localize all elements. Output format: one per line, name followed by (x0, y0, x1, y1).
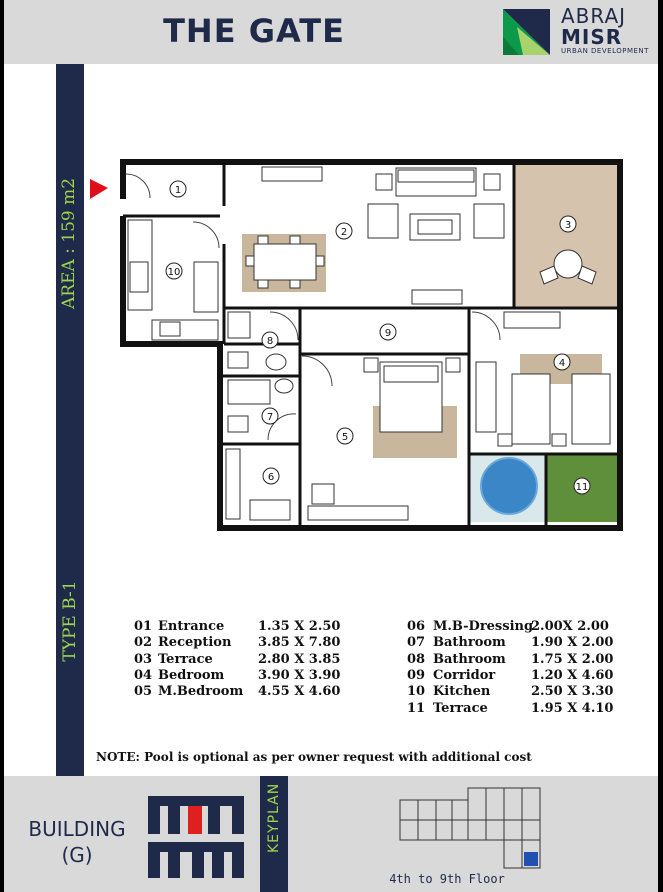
legend-name: M.Bedroom (158, 684, 244, 700)
room-label-11: 11 (575, 482, 589, 493)
legend-no: 04 (134, 667, 153, 683)
building-code: (G) (61, 843, 93, 867)
pool-note: NOTE: Pool is optional as per owner request with additional cost (96, 750, 532, 764)
legend-size: 1.20 X 4.60 (531, 667, 614, 683)
project-title: THE GATE (163, 12, 345, 50)
legend-no: 02 (134, 635, 153, 651)
room-label-8: 8 (266, 336, 274, 347)
floor-plan (90, 144, 640, 544)
keyplan-diagram (394, 780, 544, 872)
legend-size: 2.80 X 3.85 (258, 651, 341, 667)
legend-no: 11 (407, 700, 426, 716)
legend-size: 1.95 X 4.10 (531, 700, 614, 716)
legend-no: 09 (407, 667, 426, 683)
legend-size: 1.90 X 2.00 (531, 635, 614, 651)
pool (481, 458, 537, 514)
legend-name: Bathroom (433, 635, 506, 651)
abraj-misr-logo-icon (503, 9, 550, 55)
legend-no: 08 (407, 651, 426, 667)
logo-line1: ABRAJ (561, 4, 627, 28)
building-highlight (188, 806, 202, 834)
legend-size: 2.00X 2.00 (531, 619, 609, 634)
footer-band (4, 776, 658, 892)
legend-no: 05 (134, 684, 153, 700)
floor-range: 4th to 9th Floor (389, 872, 505, 886)
legend-size: 3.85 X 7.80 (258, 635, 341, 651)
legend-size: 2.50 X 3.30 (531, 684, 614, 700)
legend-size: 1.35 X 2.50 (258, 619, 341, 634)
logo-wordmark (561, 6, 649, 56)
room-label-2: 2 (340, 227, 348, 238)
legend-no: 10 (407, 684, 426, 700)
legend-name: Terrace (158, 651, 213, 667)
logo-line3: URBAN DEVELOPMENT (561, 47, 649, 55)
legend-size: 3.90 X 3.90 (258, 667, 341, 683)
terrace-3-floor (514, 162, 618, 308)
legend-name: Bedroom (158, 667, 225, 683)
legend-name: M.B-Dressing (433, 619, 534, 634)
legend-size: 1.75 X 2.00 (531, 651, 614, 667)
legend-no: 01 (134, 619, 153, 634)
entrance-arrow-icon (90, 179, 108, 199)
keyplan-label: KEYPLAN (266, 782, 282, 853)
header-band (4, 0, 658, 64)
legend-size: 4.55 X 4.60 (258, 684, 341, 700)
floor-plan-sheet (4, 0, 658, 892)
legend-name: Bathroom (433, 651, 506, 667)
area-label: AREA : 159 m2 (59, 177, 79, 309)
building-label (12, 816, 142, 868)
room-label-5: 5 (341, 432, 349, 443)
legend-name: Entrance (158, 619, 225, 634)
room-label-4: 4 (558, 358, 566, 369)
legend-name: Corridor (433, 667, 496, 683)
room-label-9: 9 (384, 328, 392, 339)
room-label-7: 7 (266, 412, 274, 423)
legend-name: Kitchen (433, 684, 491, 700)
type-label: TYPE B-1 (60, 580, 80, 662)
room-label-3: 3 (564, 220, 572, 231)
room-label-10: 10 (167, 267, 181, 278)
legend-no: 07 (407, 635, 426, 651)
legend-no: 03 (134, 651, 153, 667)
building-word: BUILDING (28, 817, 126, 841)
legend-no: 06 (407, 619, 426, 634)
building-massing-icon (144, 792, 248, 882)
keyplan-unit-marker (524, 852, 538, 866)
room-label-1: 1 (174, 185, 182, 196)
room-label-6: 6 (267, 472, 275, 483)
legend-name: Terrace (433, 700, 488, 716)
logo-line2: MISR (561, 25, 623, 49)
legend-name: Reception (158, 635, 232, 651)
